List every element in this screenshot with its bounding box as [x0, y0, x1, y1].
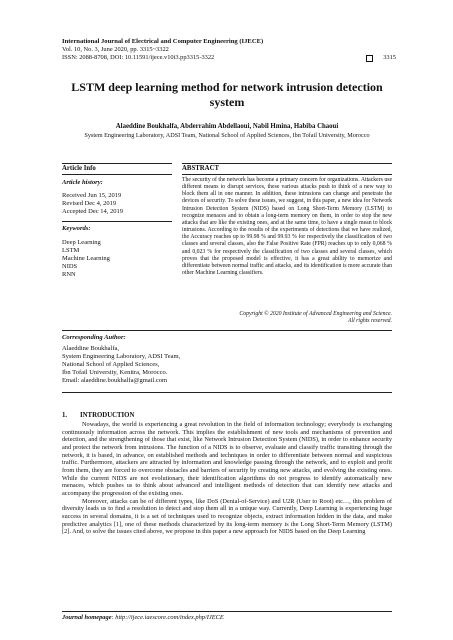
- homepage-label: Journal homepage: [62, 614, 112, 621]
- keywords-label: Keywords:: [62, 225, 91, 232]
- section-number: 1.: [62, 412, 68, 419]
- article-info-heading: Article Info: [62, 165, 96, 172]
- page-number: 3315: [383, 54, 396, 62]
- keyword: Deep Learning: [62, 239, 101, 246]
- divider: [62, 174, 172, 175]
- history-revised: Revised Dec 4, 2019: [62, 199, 117, 207]
- keyword: LSTM: [62, 246, 80, 254]
- divider: [62, 392, 392, 393]
- history-label: Article history:: [62, 179, 103, 186]
- paper-title: LSTM deep learning method for network intrusion detection system: [71, 80, 383, 109]
- history-list: [62, 192, 123, 216]
- affiliation: System Engineering Laboratory, ADSI Team, National School of Applied Sciences, Ibn Tofail University, Morocco: [84, 132, 370, 139]
- copyright-line: All rights reserved.: [347, 318, 392, 325]
- keywords-list: [62, 239, 110, 279]
- volume-line: Vol. 10, No. 3, June 2020, pp. 3315~3322: [62, 46, 169, 54]
- copyright-notice: [182, 311, 392, 325]
- keyword: RNN: [62, 270, 76, 278]
- paragraph: Nowadays, the world is experiencing a great revolution in the field of information technology; everybody is exchanging continuously information across the network. This implies the establishment of new tools and mechanisms of prevention and detection, and the strengthening of those that exist, like Network Intrusion Detection System (NIDS), in order to enhance security and protect the network from intrusions. The function of a NIDS is to observe, evaluate and classify traffic transiting through the network, it is based, in advance, on established methods and techniques in order to differentiate between normal and suspicious traffic. Furthermore, attackers are attracted by information and knowledge passing through the network, and to exploit and profit from them, they are forced to overcome obstacles and barriers of security by creating new attacks, and evolving the existing ones. While the current NIDS are not evolutionary, their identification algorithms do not progress to identify automatically new menaces, which pushes us to think about advanced and intelligent methods of detection that can identify new attacks and accompany the progression of the existing ones.: [62, 421, 392, 497]
- divider: [62, 163, 172, 164]
- section-title: INTRODUCTION: [80, 412, 135, 419]
- section-heading: [62, 412, 134, 419]
- journal-name: International Journal of Electrical and Computer Engineering (IJECE): [62, 38, 264, 45]
- divider: [182, 174, 392, 175]
- history-received: Received Jun 15, 2019: [62, 192, 122, 199]
- divider: [62, 330, 392, 331]
- copyright-line: Copyright © 2020 Institute of Advanced Engineering and Science.: [239, 311, 392, 317]
- issn-line: ISSN: 2088-8708, DOI: 10.11591/ijece.v10i3.pp3315-3322: [62, 54, 215, 62]
- keyword: Machine Learning: [62, 254, 110, 262]
- keyword: NIDS: [62, 262, 78, 270]
- abstract-text: The security of the network has become a primary concern for organizations. Attackers use different means to disrupt services, these various attacks push to think of a new way to block them all in one manner. In addition, these intrusions can change and penetrate the devices of security. To solve these issues, we suggest, in this paper, a new idea for Network Intrusion Detection System (NIDS) based on Long Short-Term Memory (LSTM) to recognize menaces and to obtain a long-term memory on them, in order to stop the new attacks that are like the existing ones, and at the same time, to have a single mean to block intrusions. According to the results of the experiments of detections that we have realized, the Accuracy reaches up to 99.98 % and 99.93 % for respectively the classification of two classes and several classes, also the False Positive Rate (FPR) reaches up to only 0,068 % and 0,023 % for respectively the classification of two classes and several classes, which proves that the proposed model is effective, it has a great ability to memorize and differentiate between normal traffic and attacks, and its identification is more accurate than other Machine Learning classifiers.: [182, 177, 392, 277]
- page-footer: [62, 614, 224, 621]
- introduction-body: [62, 421, 392, 536]
- corresponding-block: [62, 345, 180, 385]
- divider: [182, 163, 392, 164]
- corresponding-label: Corresponding Author:: [62, 334, 126, 341]
- divider: [62, 221, 172, 222]
- author-university: Ibn Tofail University, Kenitra, Morocco.: [62, 368, 168, 376]
- author-school: National School of Applied Sciences,: [62, 360, 160, 368]
- paragraph: Moreover, attacks can be of different types, like DoS (Denial-of-Service) and U2R (User to Root) etc…, this problem of diversity leads us to find a resolution to detect and stop them all in a unique way. Currently, Deep Learning is experiencing huge success in several domains, it is a set of techniques used to recognize objects, extract information hidden in the data, and make predictive analytics [1], one of these methods characterized by its long-term memory is the Long Short-Term Memory (LSTM) [2]. And, to solve the issues cited above, we propose in this paper a new approach for NIDS based on the Deep Learning: [62, 497, 392, 536]
- abstract-heading: ABSTRACT: [182, 165, 220, 172]
- history-accepted: Accepted Dec 14, 2019: [62, 207, 124, 215]
- author-email[interactable]: Email: alaeddine.boukhalfa@gmail.com: [62, 376, 168, 384]
- author-lab: System Engineering Laboratory, ADSI Team,: [62, 352, 181, 360]
- homepage-link[interactable]: : http://ijece.iaescore.com/index.php/IJECE: [111, 614, 224, 621]
- square-icon: [366, 55, 373, 62]
- divider: [62, 611, 392, 612]
- author-name: Alaeddine Boukhalfa,: [62, 345, 120, 352]
- journal-header: [62, 38, 396, 63]
- author-list: Alaeddine Boukhalfa, Abderrahim Abdellaoui, Nabil Hmina, Habiba Chaoui: [115, 123, 339, 130]
